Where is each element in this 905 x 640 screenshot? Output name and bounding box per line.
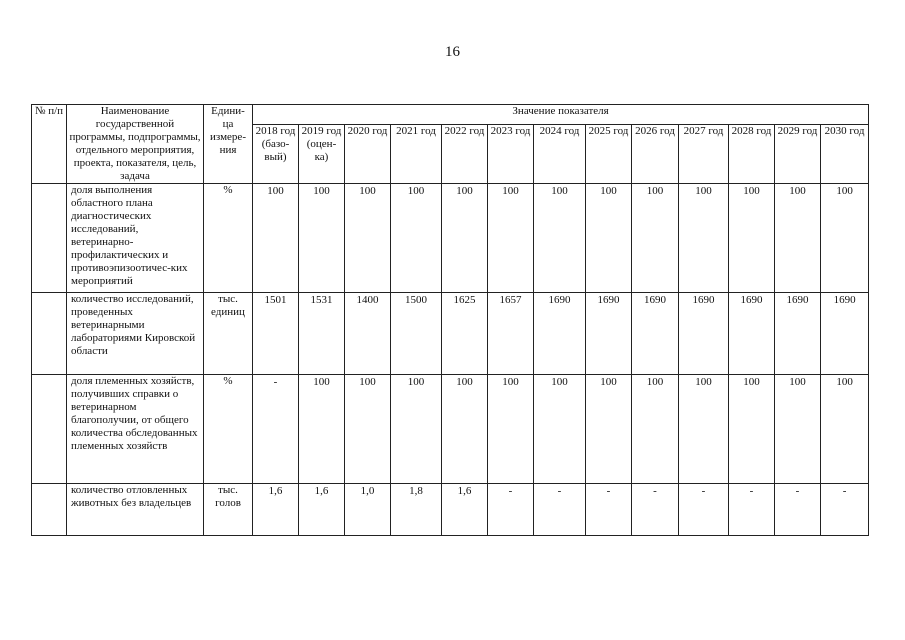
row-value: 100 [488,184,534,293]
row-value: 100 [534,375,586,484]
header-year: 2022 год [442,125,488,184]
row-num [32,293,67,375]
header-year: 2019 год (оцен-ка) [299,125,345,184]
row-value: 1690 [586,293,632,375]
row-unit: тыс. голов [204,484,253,536]
header-unit: Едини-ца измере-ния [204,105,253,184]
row-value: 100 [632,184,679,293]
row-value: 100 [679,184,729,293]
row-value: 100 [729,375,775,484]
row-value: 1501 [253,293,299,375]
row-value: 1,0 [345,484,391,536]
row-value: 100 [299,184,345,293]
row-value: - [821,484,869,536]
row-value: 100 [253,184,299,293]
row-value: 100 [345,375,391,484]
row-name: количество отловленных животных без владельцев [67,484,204,536]
row-value: 1531 [299,293,345,375]
row-value: - [586,484,632,536]
row-value: 1690 [729,293,775,375]
row-value: 100 [442,184,488,293]
page-number: 16 [445,44,460,60]
row-value: 1,6 [253,484,299,536]
row-value: 100 [775,375,821,484]
row-value: 100 [679,375,729,484]
table-header [32,105,869,184]
row-value: 1690 [632,293,679,375]
header-year: 2018 год (базо-вый) [253,125,299,184]
header-group: Значение показателя [253,105,869,125]
row-name: доля племенных хозяйств, получивших справки о ветеринарном благополучии, от общего количества обследованных племенных хозяйств [67,375,204,484]
row-unit: % [204,184,253,293]
header-name: Наименование государственной программы, подпрограммы, отдельного мероприятия, проекта, показателя, цель, задача [67,105,204,184]
row-value: 1690 [775,293,821,375]
row-value: - [775,484,821,536]
row-value: 1,6 [442,484,488,536]
row-value: 1500 [391,293,442,375]
row-value: 1690 [534,293,586,375]
header-year: 2024 год [534,125,586,184]
row-value: 100 [586,375,632,484]
row-value: 100 [821,375,869,484]
header-year: 2030 год [821,125,869,184]
row-value: 100 [821,184,869,293]
table-body [32,184,869,536]
header-year: 2025 год [586,125,632,184]
header-year: 2023 год [488,125,534,184]
row-value: 100 [775,184,821,293]
row-name: доля выполнения областного плана диагностических исследований, ветеринарно-профилактических и противоэпизоотичес-ких мероприятий [67,184,204,293]
indicators-table [31,104,869,536]
table-row [32,293,869,375]
row-value: 100 [586,184,632,293]
header-year: 2020 год [345,125,391,184]
row-value: 1690 [821,293,869,375]
row-value: 1657 [488,293,534,375]
header-year: 2026 год [632,125,679,184]
row-value: 100 [729,184,775,293]
row-num [32,484,67,536]
row-value: 100 [442,375,488,484]
row-num [32,375,67,484]
row-num [32,184,67,293]
row-value: 100 [488,375,534,484]
row-value: 100 [391,375,442,484]
table-row [32,184,869,293]
header-year: 2027 год [679,125,729,184]
row-value: - [679,484,729,536]
row-value: 1625 [442,293,488,375]
row-value: 100 [391,184,442,293]
table-row [32,484,869,536]
row-value: 100 [632,375,679,484]
row-value: - [632,484,679,536]
table-row [32,375,869,484]
row-value: - [534,484,586,536]
row-value: - [488,484,534,536]
header-year: 2021 год [391,125,442,184]
row-value: 100 [299,375,345,484]
row-value: 100 [534,184,586,293]
row-unit: тыс. единиц [204,293,253,375]
header-year: 2028 год [729,125,775,184]
row-value: 1,6 [299,484,345,536]
row-name: количество исследований, проведенных ветеринарными лабораториями Кировской области [67,293,204,375]
row-unit: % [204,375,253,484]
row-value: 1690 [679,293,729,375]
header-year: 2029 год [775,125,821,184]
header-num: № п/п [32,105,67,184]
row-value: 100 [345,184,391,293]
row-value: 1400 [345,293,391,375]
row-value: - [253,375,299,484]
row-value: - [729,484,775,536]
row-value: 1,8 [391,484,442,536]
